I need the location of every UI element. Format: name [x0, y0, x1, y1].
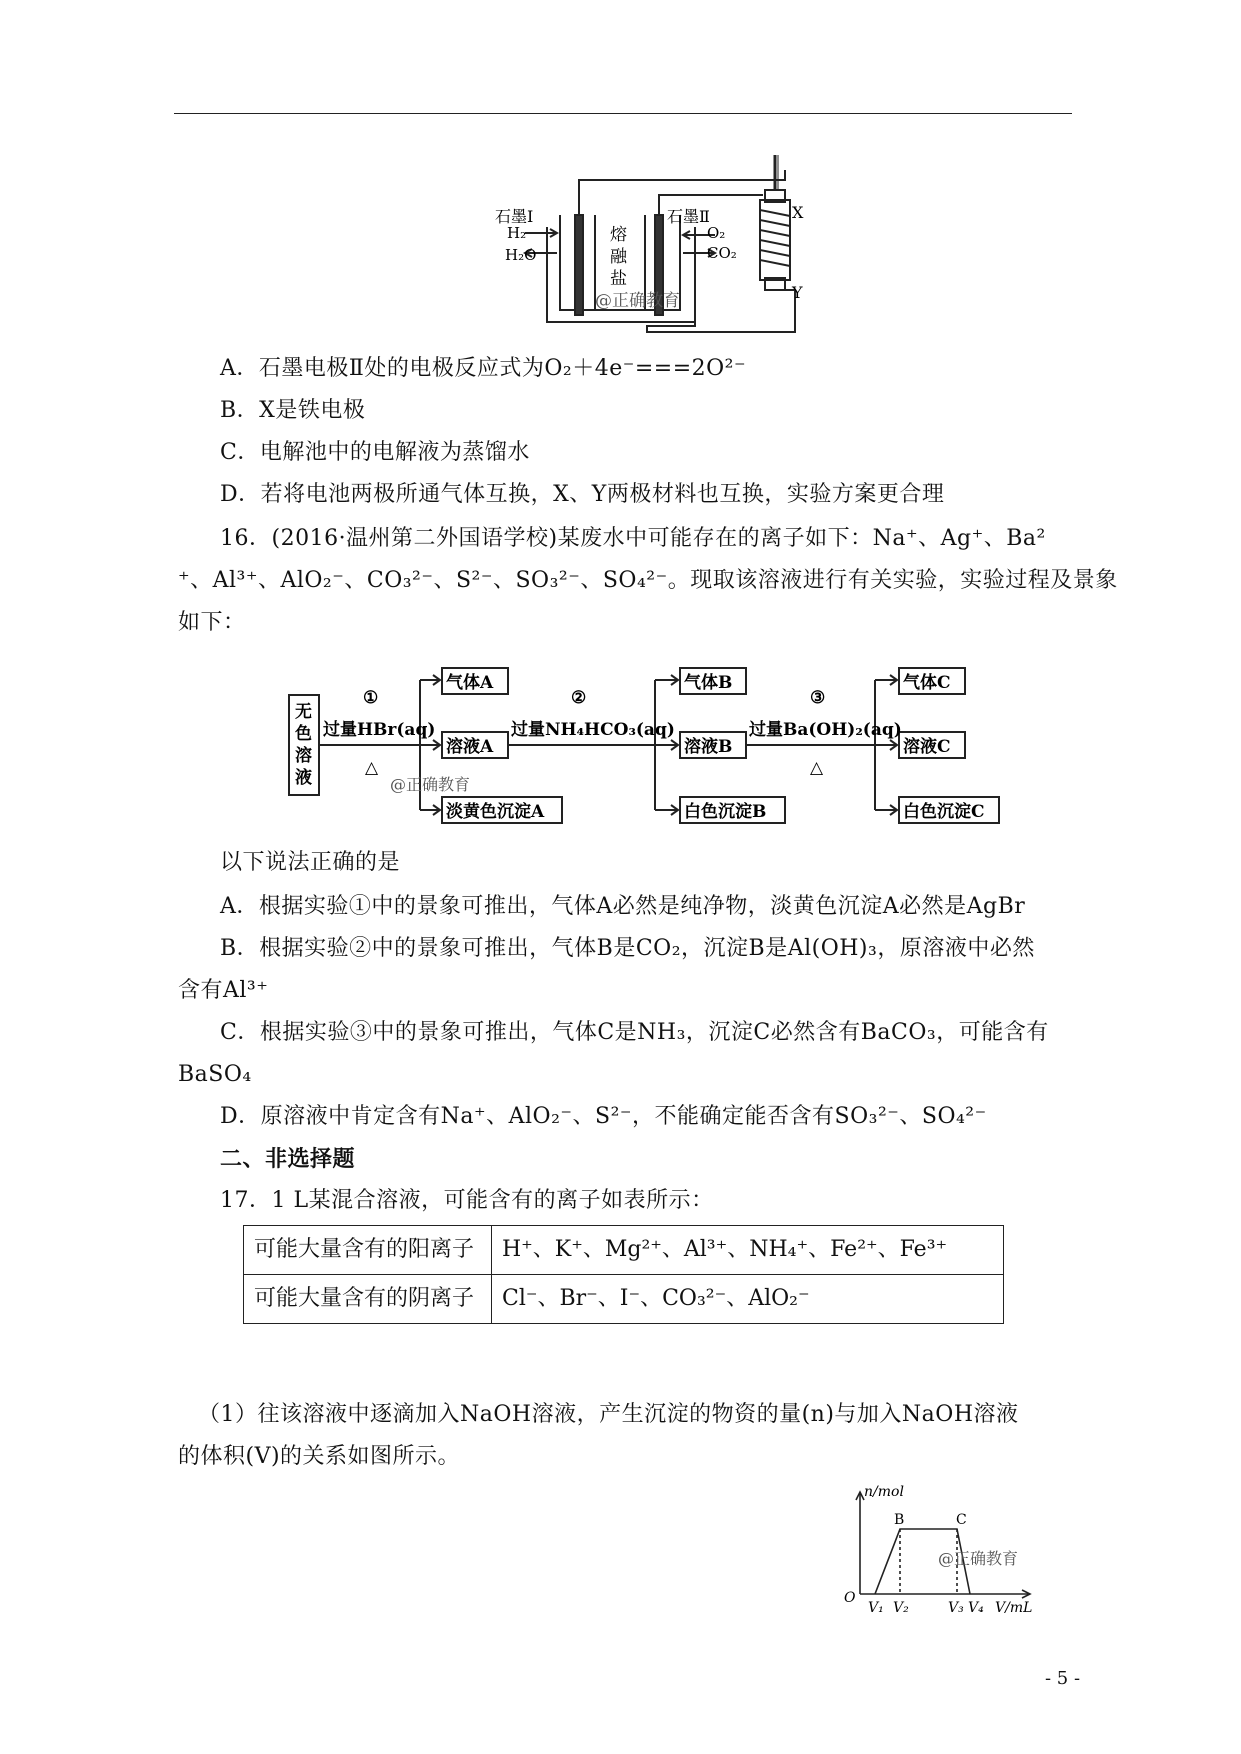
flow-sol-b: 溶液B	[684, 737, 733, 757]
flow-ppt-c: 白色沉淀C	[903, 802, 985, 822]
q16-stem-1: 16．(2016·温州第二外国语学校)某废水中可能存在的离子如下：Na⁺、Ag⁺、Ba²	[220, 526, 1046, 551]
q16-prompt: 以下说法正确的是	[220, 850, 401, 875]
label-graphite-2: 石墨Ⅱ	[667, 207, 710, 226]
table-row	[244, 1226, 1004, 1275]
n-v-graph	[830, 1482, 1050, 1617]
q16-flowchart	[285, 665, 1005, 825]
point-c-label: C	[956, 1512, 967, 1528]
label-o2: O₂	[707, 224, 726, 242]
x-tick-v4: V₄	[968, 1600, 984, 1616]
table-cell-ions: H⁺、K⁺、Mg²⁺、Al³⁺、NH₄⁺、Fe²⁺、Fe³⁺	[492, 1226, 1004, 1275]
x-tick-v3: V₃	[948, 1600, 964, 1616]
flow-step1-cond: △	[365, 758, 379, 778]
q17-stem: 17．1 L某混合溶液，可能含有的离子如表所示：	[220, 1188, 714, 1213]
ion-table	[243, 1225, 1004, 1324]
flow-step2-num: ②	[571, 688, 587, 708]
graph-watermark: @正确教育	[938, 1549, 1019, 1568]
label-molten-1: 熔	[610, 225, 627, 245]
point-b-label: B	[894, 1512, 905, 1528]
flow-ppt-b: 白色沉淀B	[684, 802, 767, 822]
table-cell-label: 可能大量含有的阴离子	[244, 1275, 492, 1324]
flow-step1-reagent: 过量HBr(aq)	[323, 720, 436, 740]
label-h2o: H₂O	[505, 246, 537, 264]
flow-start-4: 液	[295, 768, 312, 788]
flow-step2-reagent: 过量NH₄HCO₃(aq)	[511, 720, 675, 740]
q17-part1-line2: 的体积(V)的关系如图所示。	[178, 1444, 461, 1469]
q16-option-c-1: C．根据实验③中的景象可推出，气体C是NH₃，沉淀C必然含有BaCO₃，可能含有	[220, 1020, 1049, 1045]
flow-step3-reagent: 过量Ba(OH)₂(aq)	[749, 720, 902, 740]
x-tick-v2: V₂	[893, 1600, 909, 1616]
flow-step3-num: ③	[810, 688, 826, 708]
flow-step3-cond: △	[810, 758, 824, 778]
page-number: - 5 -	[1045, 1668, 1081, 1689]
table-cell-label: 可能大量含有的阳离子	[244, 1226, 492, 1275]
flow-sol-a: 溶液A	[446, 737, 494, 757]
label-graphite-1: 石墨Ⅰ	[495, 207, 534, 226]
q17-part1-line1: （1）往该溶液中逐滴加入NaOH溶液，产生沉淀的物资的量(n)与加入NaOH溶液	[198, 1402, 1019, 1427]
x-tick-v1: V₁	[868, 1600, 884, 1616]
q15-option-d: D．若将电池两极所通气体互换，X、Y两极材料也互换，实验方案更合理	[220, 482, 945, 507]
label-x: X	[792, 203, 804, 222]
flow-gas-b: 气体B	[684, 673, 733, 693]
flow-gas-a: 气体A	[446, 673, 494, 693]
flow-sol-c: 溶液C	[903, 737, 951, 757]
q16-option-a: A．根据实验①中的景象可推出，气体A必然是纯净物，淡黄色沉淀A必然是AgBr	[220, 894, 1026, 919]
flow-start-1: 无	[295, 702, 312, 722]
electrolysis-figure	[495, 150, 805, 340]
flow-start-2: 色	[295, 724, 312, 744]
section-heading: 二、非选择题	[220, 1146, 356, 1172]
x-axis-label: V/mL	[995, 1600, 1033, 1616]
y-axis-label: n/mol	[864, 1484, 904, 1500]
q15-option-c: C．电解池中的电解液为蒸馏水	[220, 440, 530, 465]
flow-watermark: @正确教育	[390, 775, 471, 794]
label-molten-3: 盐	[610, 269, 627, 289]
table-row	[244, 1275, 1004, 1324]
q16-stem-2: ⁺、Al³⁺、AlO₂⁻、CO₃²⁻、S²⁻、SO₃²⁻、SO₄²⁻。现取该溶液进行有关实验，实验过程及景象	[178, 568, 1118, 593]
label-y: Y	[792, 283, 803, 302]
origin-label: O	[844, 1590, 856, 1606]
table-cell-ions: Cl⁻、Br⁻、I⁻、CO₃²⁻、AlO₂⁻	[492, 1275, 1004, 1324]
q16-stem-3: 如下：	[178, 610, 246, 635]
flow-gas-c: 气体C	[903, 673, 951, 693]
label-co2: CO₂	[707, 244, 737, 262]
q16-option-b-1: B．根据实验②中的景象可推出，气体B是CO₂，沉淀B是Al(OH)₃，原溶液中必然	[220, 936, 1035, 961]
q16-option-d: D．原溶液中肯定含有Na⁺、AlO₂⁻、S²⁻，不能确定能否含有SO₃²⁻、SO₄²⁻	[220, 1104, 987, 1129]
label-molten-2: 融	[610, 247, 627, 267]
q15-option-b: B．X是铁电极	[220, 398, 366, 423]
q15-option-a: A．石墨电极Ⅱ处的电极反应式为O₂＋4e⁻===2O²⁻	[220, 356, 747, 381]
flow-start-3: 溶	[295, 746, 312, 766]
label-h2: H₂	[507, 224, 527, 242]
q16-option-b-2: 含有Al³⁺	[178, 978, 269, 1003]
watermark: @正确教育	[595, 291, 680, 311]
flow-ppt-a: 淡黄色沉淀A	[446, 802, 545, 822]
flow-step1-num: ①	[363, 688, 379, 708]
q16-option-c-2: BaSO₄	[178, 1062, 252, 1087]
header-rule	[174, 113, 1072, 114]
